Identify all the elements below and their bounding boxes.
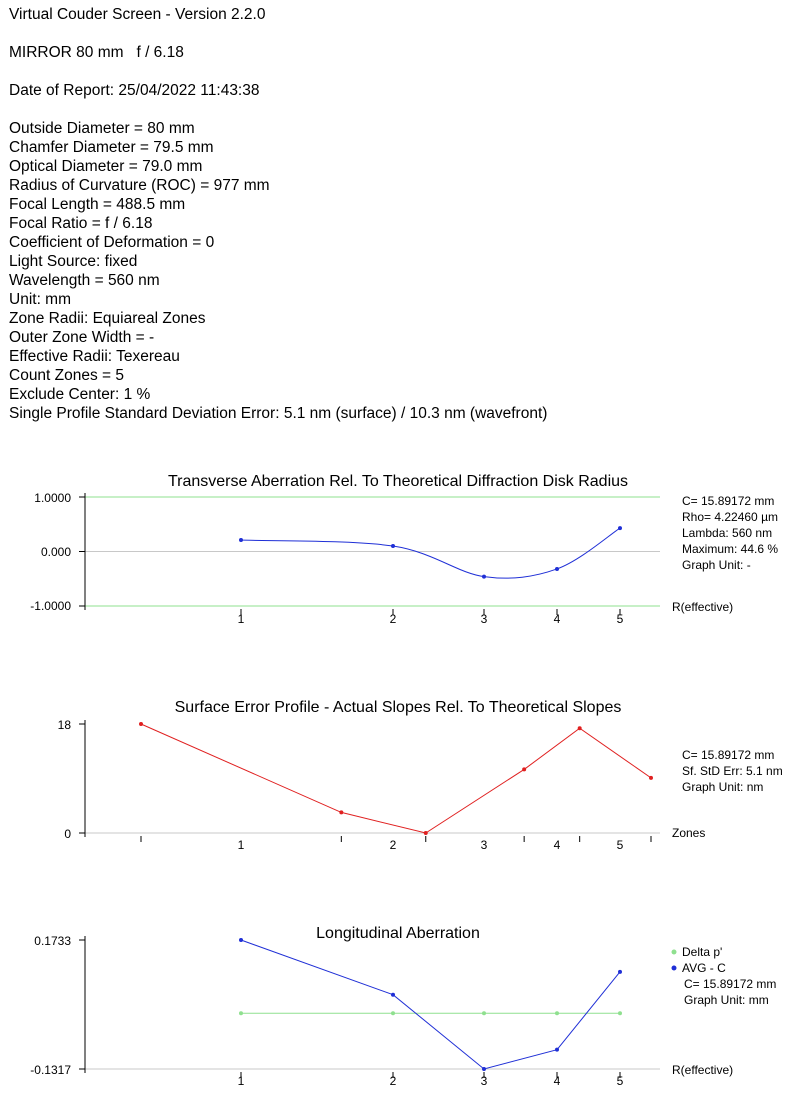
data-point bbox=[522, 767, 526, 771]
data-point bbox=[482, 1011, 486, 1015]
x-tick-label: 4 bbox=[553, 612, 561, 626]
data-point bbox=[482, 575, 486, 579]
legend-label: AVG - C bbox=[682, 961, 726, 975]
x-tick-label: 4 bbox=[553, 838, 561, 852]
chart-title: Transverse Aberration Rel. To Theoretical Diffraction Disk Radius bbox=[167, 473, 629, 490]
app-title: Virtual Couder Screen - Version 2.2.0 bbox=[9, 6, 266, 23]
x-tick-label: 3 bbox=[480, 838, 488, 852]
y-tick-label: -1.0000 bbox=[30, 599, 71, 613]
chart-info-text: Sf. StD Err: 5.1 nm bbox=[682, 764, 783, 778]
y-tick-label: -0.1317 bbox=[30, 1063, 71, 1077]
data-point bbox=[618, 526, 622, 530]
series-line bbox=[141, 724, 651, 833]
chart-title: Longitudinal Aberration bbox=[316, 925, 480, 942]
legend-label: Delta p' bbox=[682, 945, 723, 959]
x-tick-label: 1 bbox=[237, 838, 245, 852]
chart-info-text: Lambda: 560 nm bbox=[682, 526, 773, 540]
data-point bbox=[424, 831, 428, 835]
chart-info-text: C= 15.89172 mm bbox=[684, 977, 777, 991]
data-point bbox=[578, 726, 582, 730]
y-tick-label: 0.000 bbox=[40, 545, 71, 559]
x-tick-label: 3 bbox=[480, 612, 488, 626]
data-point bbox=[555, 1048, 559, 1052]
x-tick-label: 1 bbox=[237, 612, 245, 626]
data-point bbox=[391, 1011, 395, 1015]
data-point bbox=[239, 1011, 243, 1015]
series-line bbox=[241, 940, 620, 1069]
y-tick-label: 18 bbox=[57, 718, 71, 732]
parameter-line: Zone Radii: Equiareal Zones bbox=[9, 310, 206, 327]
y-tick-label: 0.1733 bbox=[34, 934, 71, 948]
x-axis-label: R(effective) bbox=[672, 1063, 734, 1077]
chart-info-text: Graph Unit: - bbox=[682, 558, 751, 572]
data-point bbox=[391, 544, 395, 548]
x-axis-label: R(effective) bbox=[672, 600, 734, 614]
series-line bbox=[241, 528, 620, 578]
parameter-line: Effective Radii: Texereau bbox=[9, 348, 180, 365]
x-tick-label: 5 bbox=[616, 612, 624, 626]
parameter-line: Radius of Curvature (ROC) = 977 mm bbox=[9, 177, 270, 194]
parameter-line: Focal Length = 488.5 mm bbox=[9, 196, 186, 213]
data-point bbox=[618, 1011, 622, 1015]
data-point bbox=[391, 993, 395, 997]
data-point bbox=[618, 970, 622, 974]
legend-marker bbox=[672, 966, 677, 971]
parameter-line: Optical Diameter = 79.0 mm bbox=[9, 158, 203, 175]
parameter-line: Chamfer Diameter = 79.5 mm bbox=[9, 139, 214, 156]
chart-title: Surface Error Profile - Actual Slopes Rel. To Theoretical Slopes bbox=[174, 699, 622, 716]
x-tick-label: 3 bbox=[480, 1074, 488, 1088]
parameter-line: Count Zones = 5 bbox=[9, 367, 125, 384]
x-tick-label: 2 bbox=[389, 612, 397, 626]
chart-info-text: Graph Unit: nm bbox=[682, 780, 764, 794]
mirror-label: MIRROR 80 mm f / 6.18 bbox=[9, 44, 184, 61]
data-point bbox=[482, 1067, 486, 1071]
parameter-line: Wavelength = 560 nm bbox=[9, 272, 160, 289]
x-tick-label: 5 bbox=[616, 838, 624, 852]
y-tick-label: 1.0000 bbox=[34, 491, 71, 505]
parameter-line: Coefficient of Deformation = 0 bbox=[9, 234, 215, 251]
data-point bbox=[555, 567, 559, 571]
chart-info-text: Graph Unit: mm bbox=[684, 993, 769, 1007]
parameter-line: Unit: mm bbox=[9, 291, 71, 308]
y-tick-label: 0 bbox=[64, 827, 71, 841]
parameter-line: Outside Diameter = 80 mm bbox=[9, 120, 195, 137]
data-point bbox=[239, 538, 243, 542]
x-tick-label: 1 bbox=[237, 1074, 245, 1088]
chart-info-text: Maximum: 44.6 % bbox=[682, 542, 779, 556]
data-point bbox=[649, 776, 653, 780]
parameter-line: Outer Zone Width = - bbox=[9, 329, 155, 346]
data-point bbox=[239, 938, 243, 942]
x-axis-label: Zones bbox=[672, 826, 706, 840]
data-point bbox=[139, 722, 143, 726]
x-tick-label: 2 bbox=[389, 1074, 397, 1088]
parameter-line: Focal Ratio = f / 6.18 bbox=[9, 215, 153, 232]
parameter-line: Exclude Center: 1 % bbox=[9, 386, 151, 403]
x-tick-label: 5 bbox=[616, 1074, 624, 1088]
data-point bbox=[555, 1011, 559, 1015]
data-point bbox=[339, 810, 343, 814]
chart-info-text: C= 15.89172 mm bbox=[682, 748, 775, 762]
parameter-line: Single Profile Standard Deviation Error: 5.1 nm (surface) / 10.3 nm (wavefront) bbox=[9, 405, 548, 422]
parameter-line: Light Source: fixed bbox=[9, 253, 138, 270]
x-tick-label: 2 bbox=[389, 838, 397, 852]
x-tick-label: 4 bbox=[553, 1074, 561, 1088]
legend-marker bbox=[672, 950, 677, 955]
chart-info-text: C= 15.89172 mm bbox=[682, 494, 775, 508]
report-date: Date of Report: 25/04/2022 11:43:38 bbox=[9, 82, 260, 99]
chart-info-text: Rho= 4.22460 µm bbox=[682, 510, 778, 524]
